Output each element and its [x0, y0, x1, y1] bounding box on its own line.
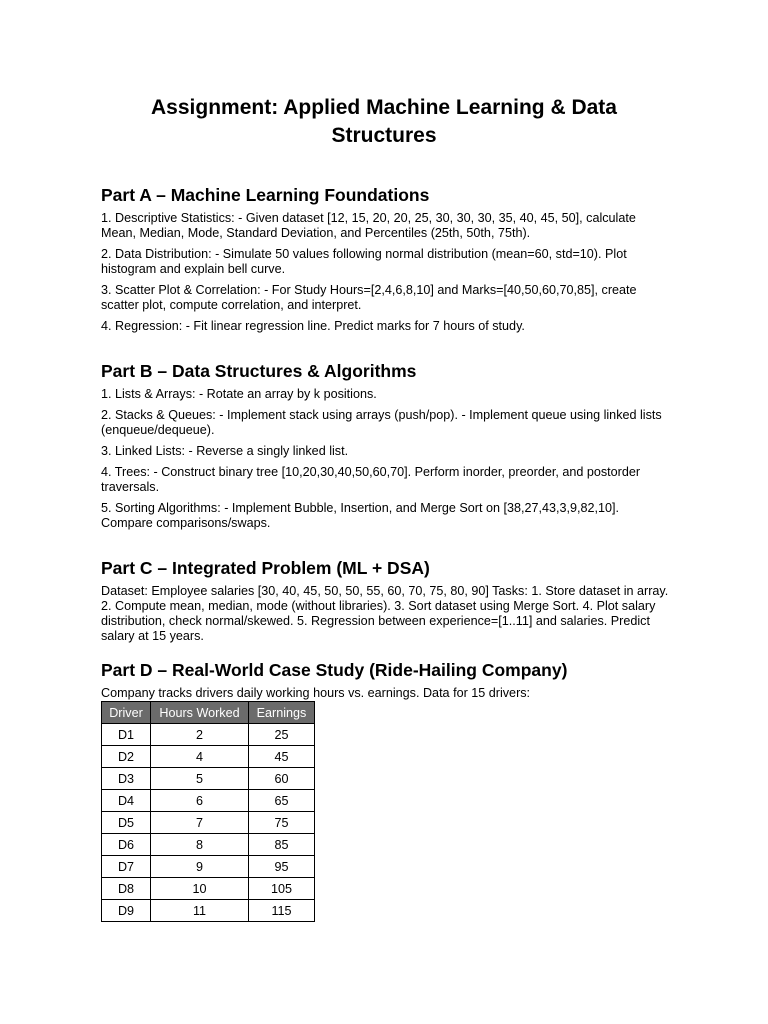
part-b-item: 1. Lists & Arrays: - Rotate an array by k positions.	[101, 387, 377, 401]
drivers-table	[101, 701, 315, 922]
part-a-item: 2. Data Distribution: - Simulate 50 values following normal distribution (mean=60, std=10). Plot histogram and explain bell curve.	[101, 247, 627, 276]
cell-earnings: 45	[249, 746, 315, 768]
table-row	[102, 834, 315, 856]
table-row	[102, 790, 315, 812]
cell-driver: D2	[102, 746, 151, 768]
table-row	[102, 724, 315, 746]
cell-hours: 6	[151, 790, 249, 812]
table-row	[102, 878, 315, 900]
table-header-row	[102, 702, 315, 724]
part-c-text: Dataset: Employee salaries [30, 40, 45, 50, 50, 55, 60, 70, 75, 80, 90] Tasks: 1. Store dataset in array. 2. Compute mean, median, mode (without libraries). 3. Sort dataset using Merge Sort. 4. Plot salary distribution, check normal/skewed. 5. Regression between experience=[1..11] and salaries. Predict salary at 15 years.	[101, 584, 669, 643]
cell-earnings: 75	[249, 812, 315, 834]
cell-driver: D1	[102, 724, 151, 746]
part-b-item: 4. Trees: - Construct binary tree [10,20,30,40,50,60,70]. Perform inorder, preorder, and postorder traversals.	[101, 465, 641, 494]
part-c-section	[101, 557, 671, 650]
table-row	[102, 812, 315, 834]
table-row	[102, 900, 315, 922]
part-b-item: 3. Linked Lists: - Reverse a singly linked list.	[101, 444, 349, 458]
part-d-intro: Company tracks drivers daily working hours vs. earnings. Data for 15 drivers:	[101, 686, 531, 700]
cell-driver: D5	[102, 812, 151, 834]
cell-driver: D8	[102, 878, 151, 900]
cell-hours: 10	[151, 878, 249, 900]
table-row	[102, 856, 315, 878]
part-b-item: 2. Stacks & Queues: - Implement stack using arrays (push/pop). - Implement queue using linked lists (enqueue/dequeue).	[101, 408, 662, 437]
cell-earnings: 60	[249, 768, 315, 790]
part-b-section	[101, 360, 671, 537]
cell-hours: 8	[151, 834, 249, 856]
part-a-item: 4. Regression: - Fit linear regression line. Predict marks for 7 hours of study.	[101, 319, 525, 333]
part-a-item: 1. Descriptive Statistics: - Given dataset [12, 15, 20, 20, 25, 30, 30, 30, 35, 40, 45, 50], calculate Mean, Median, Mode, Standard Deviation, and Percentiles (25th, 50th, 75th).	[101, 211, 636, 240]
cell-hours: 4	[151, 746, 249, 768]
part-a-section	[101, 184, 671, 340]
cell-hours: 5	[151, 768, 249, 790]
cell-driver: D3	[102, 768, 151, 790]
part-a-heading: Part A – Machine Learning Foundations	[101, 185, 430, 205]
cell-driver: D4	[102, 790, 151, 812]
cell-earnings: 95	[249, 856, 315, 878]
part-b-heading: Part B – Data Structures & Algorithms	[101, 361, 417, 381]
cell-driver: D9	[102, 900, 151, 922]
part-c-heading: Part C – Integrated Problem (ML + DSA)	[101, 558, 430, 578]
part-b-item: 5. Sorting Algorithms: - Implement Bubble, Insertion, and Merge Sort on [38,27,43,3,9,82,10]. Compare comparisons/swaps.	[101, 501, 620, 530]
cell-driver: D7	[102, 856, 151, 878]
part-a-item: 3. Scatter Plot & Correlation: - For Study Hours=[2,4,6,8,10] and Marks=[40,50,60,70,85], create scatter plot, compute correlation, and interpret.	[101, 283, 637, 312]
table-row	[102, 746, 315, 768]
cell-hours: 2	[151, 724, 249, 746]
column-header-earnings: Earnings	[249, 702, 315, 724]
cell-earnings: 85	[249, 834, 315, 856]
document-title: Assignment: Applied Machine Learning & Data Structures	[151, 96, 617, 147]
cell-driver: D6	[102, 834, 151, 856]
column-header-hours: Hours Worked	[151, 702, 249, 724]
cell-hours: 9	[151, 856, 249, 878]
cell-earnings: 65	[249, 790, 315, 812]
cell-earnings: 25	[249, 724, 315, 746]
cell-earnings: 115	[249, 900, 315, 922]
part-d-section	[101, 659, 671, 922]
table-row	[102, 768, 315, 790]
cell-hours: 7	[151, 812, 249, 834]
cell-hours: 11	[151, 900, 249, 922]
part-d-heading: Part D – Real-World Case Study (Ride-Hailing Company)	[101, 660, 568, 680]
column-header-driver: Driver	[102, 702, 151, 724]
cell-earnings: 105	[249, 878, 315, 900]
